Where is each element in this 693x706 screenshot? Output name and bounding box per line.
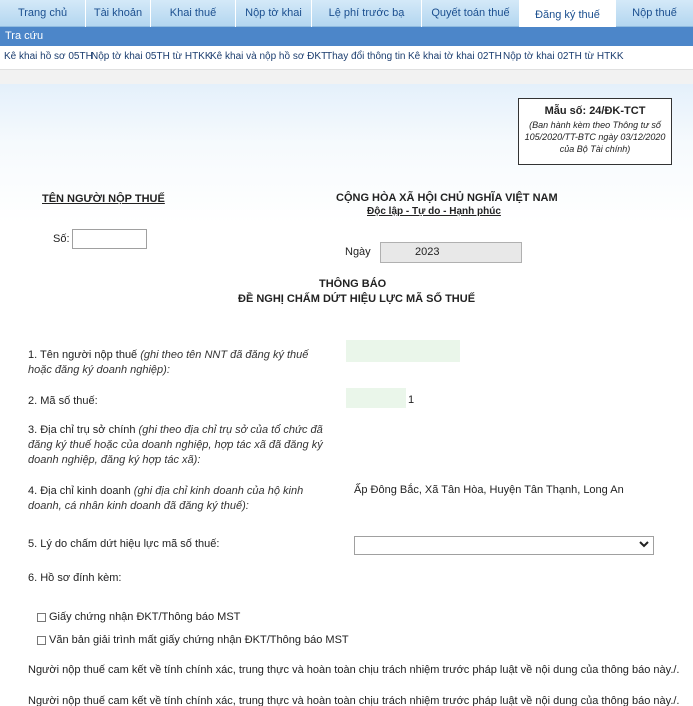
business-address-value: Ấp Đông Bắc, Xã Tân Hòa, Huyện Tân Thạnh, Long An xyxy=(354,484,624,496)
tab-account[interactable]: Tài khoản xyxy=(86,0,151,27)
field-tax-code-label: 2. Mã số thuế: xyxy=(28,395,98,407)
tab-pay-tax[interactable]: Nộp thuế xyxy=(632,7,677,19)
termination-reason-select[interactable] xyxy=(354,536,654,555)
tab-tax-finalization[interactable]: Quyết toán thuế xyxy=(422,0,520,27)
tax-code-masked xyxy=(346,388,406,408)
tab-tax-registration[interactable]: Đăng ký thuế xyxy=(520,0,616,27)
date-value: 2023 xyxy=(415,246,440,258)
subnav-lookup[interactable]: Tra cứu xyxy=(5,30,44,42)
function-links xyxy=(0,46,693,70)
attachment-1-label: Giấy chứng nhận ĐKT/Thông báo MST xyxy=(49,611,241,623)
link-declare-05th[interactable]: Kê khai hồ sơ 05TH xyxy=(4,51,93,62)
sub-navigation xyxy=(0,27,693,46)
link-change-info[interactable]: Thay đổi thông tin xyxy=(326,51,406,62)
taxpayer-name-heading: TÊN NGƯỜI NỘP THUẾ xyxy=(42,193,165,205)
link-submit-02th-htkk[interactable]: Nộp tờ khai 02TH từ HTKK xyxy=(503,51,624,62)
notice-subtitle: ĐỀ NGHỊ CHẤM DỨT HIỆU LỰC MÃ SỐ THUẾ xyxy=(238,293,476,305)
chevron-down-icon xyxy=(639,539,649,552)
field-business-address-label: 4. Địa chỉ kinh doanh (ghi địa chỉ kinh doanh của hộ kinh doanh, cá nhân kinh doanh đã đăng ký thuế): xyxy=(28,485,304,512)
form-issuance-note: (Ban hành kèm theo Thông tư số 105/2020/TT-BTC ngày 03/12/2020 của Bộ Tài chính) xyxy=(524,120,666,154)
field-taxpayer-name-label: 1. Tên người nộp thuế (ghi theo tên NNT đã đăng ký thuế hoặc đăng ký doanh nghiệp): xyxy=(28,349,309,376)
national-title: CỘNG HÒA XÃ HỘI CHỦ NGHĨA VIỆT NAM xyxy=(336,192,558,204)
field-termination-reason-label: 5. Lý do chấm dứt hiệu lực mã số thuế: xyxy=(28,538,220,550)
number-label: Số: xyxy=(53,233,70,245)
spacer xyxy=(0,70,693,84)
field-attachments-label: 6. Hồ sơ đính kèm: xyxy=(28,572,122,584)
date-label: Ngày xyxy=(345,246,371,258)
registration-form xyxy=(0,84,693,706)
form-number-box xyxy=(518,98,672,165)
national-motto: Độc lập - Tự do - Hạnh phúc xyxy=(367,206,501,217)
link-declare-02th[interactable]: Kê khai tờ khai 02TH xyxy=(408,51,502,62)
tab-declare-tax[interactable]: Khai thuế xyxy=(151,0,236,27)
field-head-office-label: 3. Địa chỉ trụ sở chính (ghi theo địa chỉ trụ sở của tổ chức đã đăng ký thuế hoặc của doanh nghiệp, hợp tác xã đã đăng ký doanh nghiệp, đăng ký hợp tác xã): xyxy=(28,424,323,466)
notice-title: THÔNG BÁO xyxy=(319,278,387,290)
tax-code-value: 1 xyxy=(408,394,415,406)
link-declare-submit-dkt[interactable]: Kê khai và nộp hồ sơ ĐKT xyxy=(210,51,328,62)
form-number: Mẫu số: 24/ĐK-TCT xyxy=(544,105,646,117)
top-navigation xyxy=(0,0,693,27)
attachment-2-label: Văn bản giải trình mất giấy chứng nhận ĐKT/Thông báo MST xyxy=(49,634,349,646)
date-input[interactable] xyxy=(380,242,522,263)
commitment-text: Người nộp thuế cam kết về tính chính xác, trung thực và hoàn toàn chịu trách nhiệm trước pháp luật về nội dung của thông báo này./. xyxy=(28,664,680,676)
link-submit-05th-htkk[interactable]: Nộp tờ khai 05TH từ HTKK xyxy=(91,51,212,62)
attachment-2-checkbox[interactable] xyxy=(37,636,46,645)
commitment-text-repeat: Người nộp thuế cam kết về tính chính xác, trung thực và hoàn toàn chịu trách nhiệm trước pháp luật về nội dung của thông báo này./. xyxy=(28,695,680,706)
tab-home[interactable]: Trang chủ xyxy=(0,0,86,27)
attachment-1-checkbox[interactable] xyxy=(37,613,46,622)
taxpayer-name-value xyxy=(346,340,460,362)
tab-submit-declaration[interactable]: Nộp tờ khai xyxy=(236,0,312,27)
tab-registration-fee[interactable]: Lệ phí trước bạ xyxy=(312,0,422,27)
number-input[interactable] xyxy=(72,229,147,249)
